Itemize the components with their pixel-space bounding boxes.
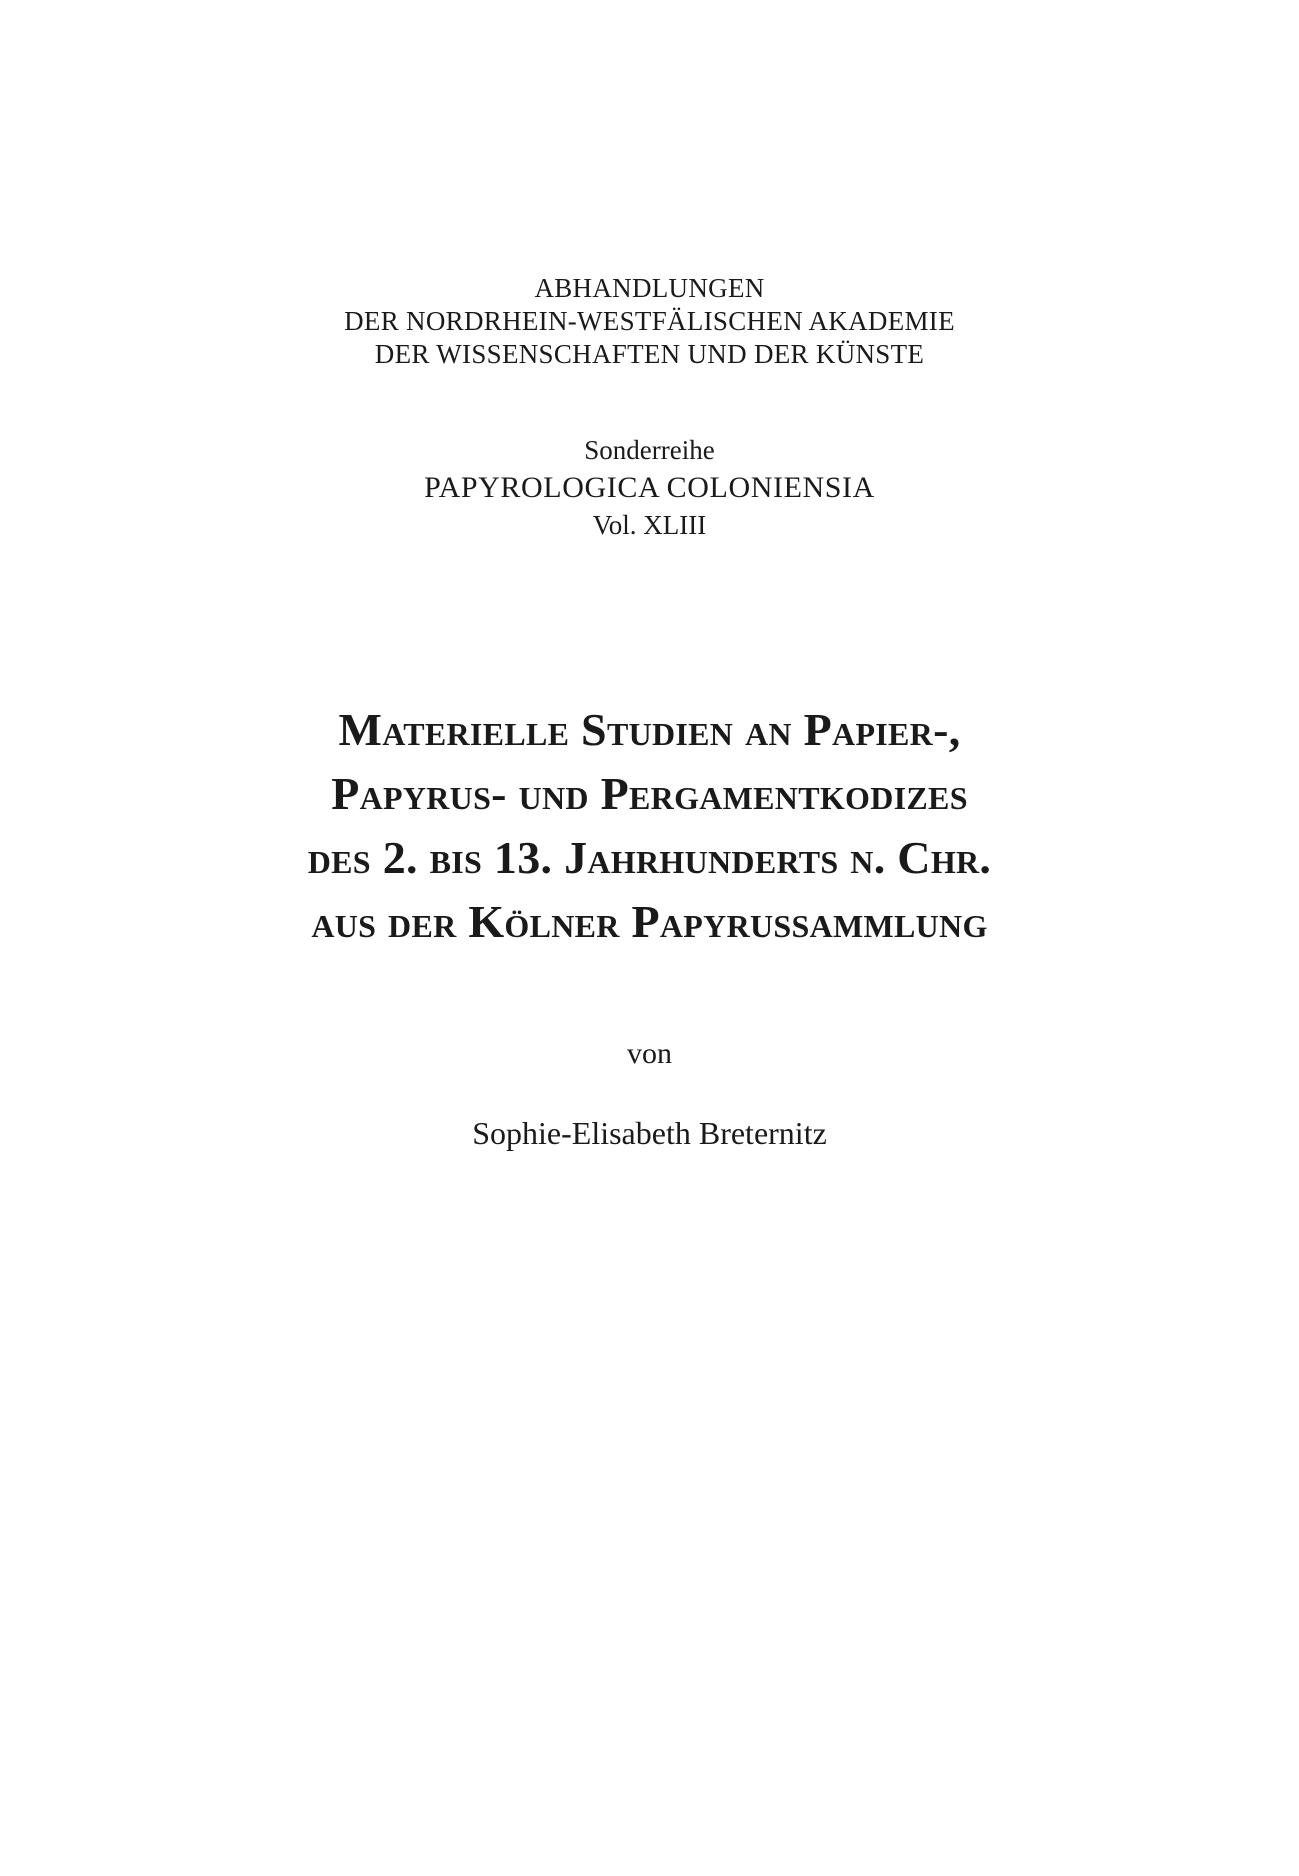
- series-line-3: DER WISSENSCHAFTEN UND DER KÜNSTE: [374, 339, 925, 369]
- book-title-line-4: aus der Kölner Papyrussammlung: [311, 896, 988, 947]
- series-line-2: DER NORDRHEIN-WESTFÄLISCHEN AKADEMIE: [344, 306, 955, 336]
- series-line-1: ABHANDLUNGEN: [534, 273, 765, 303]
- subseries-title: PAPYROLOGICA COLONIENSIA: [424, 471, 875, 504]
- subseries-volume: Vol. XLIII: [592, 510, 707, 540]
- subseries-heading: [0, 432, 1299, 543]
- series-heading: [0, 272, 1299, 371]
- byline-von: von: [627, 1037, 672, 1070]
- book-title-line-2: Papyrus- und Pergamentkodizes: [331, 768, 968, 819]
- book-title: [0, 698, 1299, 954]
- subseries-label: Sonderreihe: [584, 435, 715, 465]
- book-title-line-1: Materielle Studien an Papier-,: [338, 704, 961, 755]
- author-name: Sophie-Elisabeth Breternitz: [472, 1115, 827, 1151]
- book-title-line-3: des 2. bis 13. Jahrhunderts n. Chr.: [307, 832, 992, 883]
